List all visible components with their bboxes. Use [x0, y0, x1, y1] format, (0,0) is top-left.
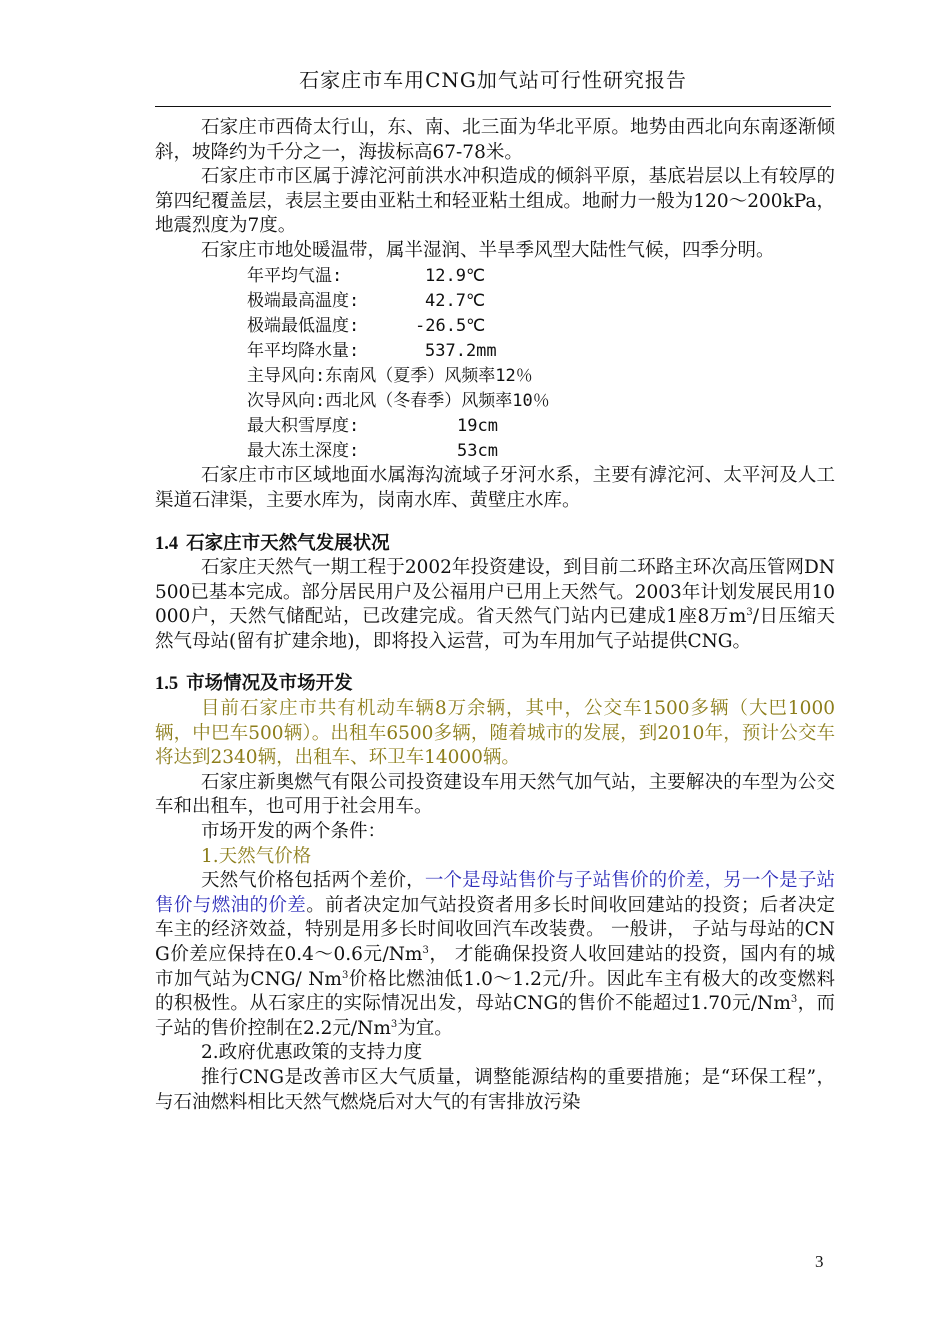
section-heading-1-5: [155, 672, 835, 697]
text-run: 石家庄天然气一期工程于2002年投资建设，到目前二环路主环次高压管网DN500已基本完成。部分居民用户及公福用户已用上天然气。2003年计划发展民用10000户，天然气储配站，已改建完成。省天然气门站内已建成1座8万m: [155, 557, 835, 628]
condition-item-policy: 2.政府优惠政策的支持力度: [201, 1042, 423, 1064]
section-number: 1.4: [155, 533, 179, 554]
paragraph-geology: 石家庄市市区属于滹沱河前洪水冲积造成的倾斜平原，基底岩层以上有较厚的第四纪覆盖层，表层主要由亚粘土和轻亚粘土组成。地耐力一般为120～200kPa，地震烈度为7度。: [155, 166, 835, 237]
climate-row: [247, 314, 835, 339]
paragraph-cng-promotion: 推行CNG是改善市区大气质量，调整能源结构的重要措施；是“环保工程”，与石油燃料相比天然气燃烧后对大气的有害排放污染: [155, 1066, 835, 1113]
superscript: 3: [746, 607, 753, 619]
climate-value: -26.5℃: [415, 316, 486, 336]
climate-label: 极端最低温度:: [247, 316, 360, 336]
paragraph-terrain: 石家庄市西倚太行山，东、南、北三面为华北平原。地势由西北向东南逐渐倾斜，坡降约为千分之一，海拔标高67-78米。: [155, 117, 835, 163]
superscript: 3: [422, 944, 429, 956]
section-number: 1.5: [155, 674, 179, 695]
climate-value: 537.2mm: [425, 341, 497, 362]
page-header-title: 石家庄市车用CNG加气站可行性研究报告: [299, 68, 687, 92]
text-run: 为宜。: [397, 1017, 453, 1039]
climate-value: 东南风（夏季）风频率12％: [325, 366, 533, 387]
climate-row: [247, 264, 835, 289]
climate-row: [247, 414, 835, 439]
paragraph-market-conditions: 市场开发的两个条件：: [201, 821, 387, 843]
climate-row: [247, 289, 835, 314]
text-run: 价格比燃油低1.0～1.2元/升。因此车主有极大的改变燃料的积极性。从石家庄的实际情况出发，母站CNG的售价不能超过1.70元/Nm: [155, 968, 836, 1015]
climate-table: [155, 264, 835, 465]
climate-label: 主导风向:: [247, 366, 326, 387]
climate-value: 53cm: [457, 441, 498, 462]
paragraph-climate: 石家庄市地处暖温带，属半湿润、半旱季风型大陆性气候，四季分明。: [201, 239, 775, 261]
climate-value: 42.7℃: [425, 290, 486, 311]
superscript: 3: [390, 1018, 398, 1030]
header-divider: [155, 106, 831, 107]
climate-label: 次导风向:: [247, 391, 326, 412]
text-run: ， 才能确保投资人收回建站的投资，国内有的城市加气站为CNG/ Nm: [155, 944, 835, 990]
climate-row: [247, 339, 835, 364]
section-title: 石家庄市天然气发展状况: [186, 533, 390, 554]
section-title: 市场情况及市场开发: [186, 674, 353, 695]
section-heading-1-4: [155, 532, 835, 557]
climate-row: [247, 364, 835, 389]
text-run: 天然气价格包括两个差价，: [201, 870, 425, 892]
climate-label: 最大积雪厚度:: [247, 416, 360, 437]
paragraph-company-investment: 石家庄新奥燃气有限公司投资建设车用天然气加气站，主要解决的车型为公交车和出租车，也可用于社会用车。: [155, 771, 835, 818]
paragraph-vehicle-count: 目前石家庄市共有机动车辆8万余辆，其中，公交车1500多辆（大巴1000辆，中巴车500辆）。出租车6500多辆，随着城市的发展，到2010年，预计公交车将达到2340辆，出租车、环卫车14000辆。: [155, 698, 835, 769]
text-run: 。前者决定加气站投资者用多长时间收回建站的投资；后者决定车主的经济效益，特别是用多长时间收回汽车改装费。 一般讲， 子站与母站的CNG价差应保持在0.4～0.6元/Nm: [155, 894, 835, 965]
climate-label: 最大冻土深度:: [247, 441, 360, 462]
highlighted-text: 一个是母站售价与子站售价的价差，另一个是子站售价与燃油的价差: [155, 870, 835, 916]
paragraph-water-system: 石家庄市市区域地面水属海沟流域子牙河水系，主要有滹沱河、太平河及人工渠道石津渠，主要水库为，岗南水库、黄壁庄水库。: [155, 465, 835, 511]
climate-value: 19cm: [457, 416, 498, 437]
page-body: [155, 116, 835, 1115]
climate-label: 年平均降水量:: [247, 341, 360, 362]
superscript: 3: [341, 969, 349, 981]
climate-value: 西北风（冬春季）风频率10％: [325, 391, 550, 412]
climate-label: 年平均气温:: [247, 265, 343, 286]
text-run: /日压缩天然气母站(留有扩建余地)，即将投入运营，可为车用加气子站提供CNG。: [155, 606, 835, 652]
climate-row: [247, 439, 835, 464]
condition-item-gas-price: 1.天然气价格: [201, 845, 312, 867]
climate-row: [247, 389, 835, 414]
paragraph-gas-price: [155, 869, 835, 1041]
page-number: 3: [815, 1252, 824, 1271]
superscript: 3: [790, 994, 798, 1006]
climate-label: 极端最高温度:: [247, 290, 360, 311]
text-run: ，而子站的售价控制在2.2元/Nm: [155, 993, 835, 1039]
climate-value: 12.9℃: [425, 265, 486, 286]
paragraph-gas-development: [155, 556, 835, 654]
